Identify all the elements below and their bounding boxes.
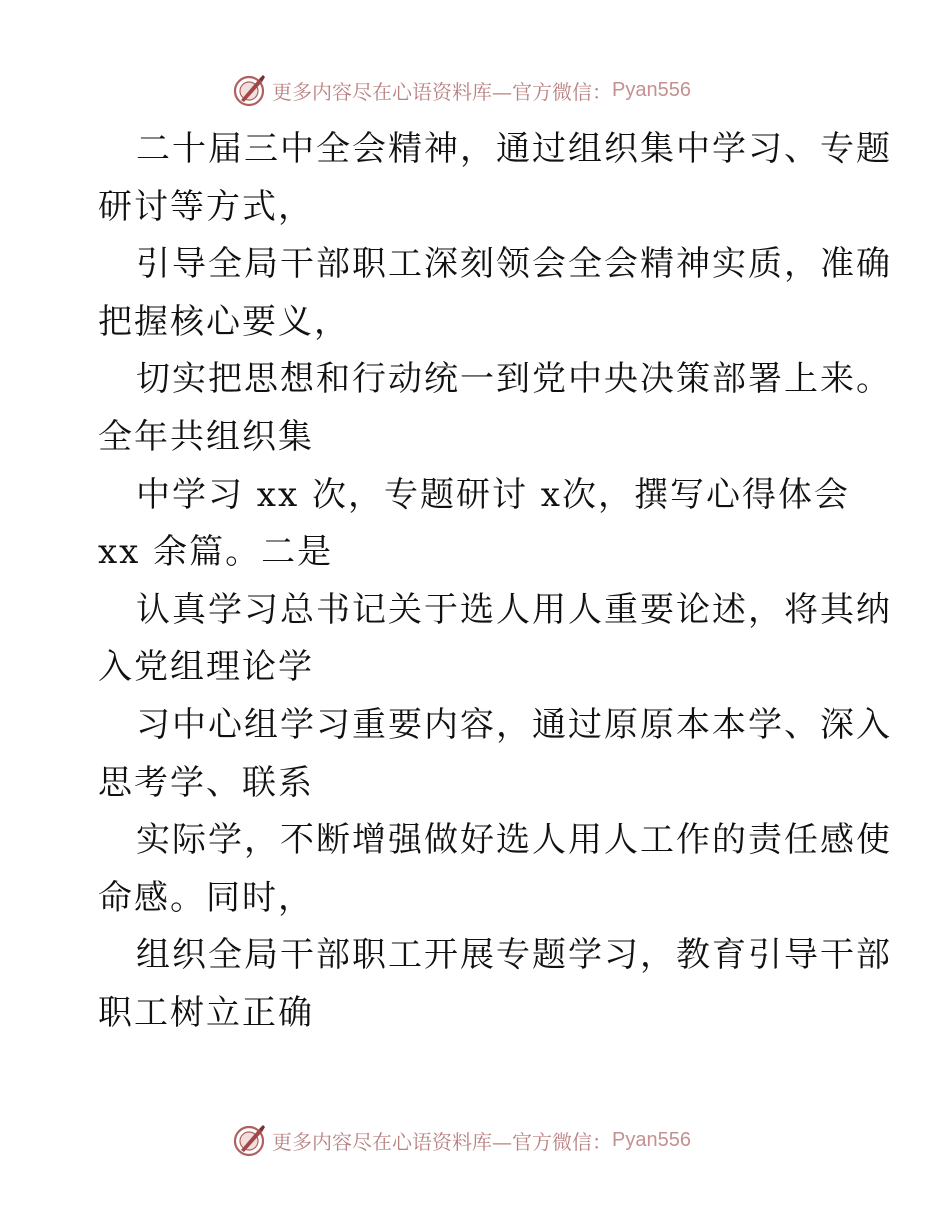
pen-logo-icon: [232, 1123, 266, 1157]
text-line: 思考学、联系: [98, 762, 314, 803]
watermark-wechat-id: Pyan556: [612, 78, 691, 101]
text-line: 认真学习总书记关于选人用人重要论述，将其纳: [136, 589, 892, 630]
text-line: xx 余篇。二是: [98, 532, 334, 573]
text-line: 实际学，不断增强做好选人用人工作的责任感使: [136, 820, 892, 861]
text-line: 研讨等方式，: [98, 186, 314, 227]
watermark-header: [232, 72, 691, 108]
text-line: 职工树立正确: [98, 992, 314, 1033]
text-line: 组织全局干部职工开展专题学习，教育引导干部: [136, 935, 892, 976]
text-line: 中学习 xx 次，专题研讨 x次，撰写心得体会: [136, 474, 850, 515]
watermark-text: 更多内容尽在心语资料库—官方微信：: [272, 79, 612, 104]
text-line: 习中心组学习重要内容，通过原原本本学、深入: [136, 704, 892, 745]
watermark-wechat-id: Pyan556: [612, 1128, 691, 1151]
text-line: 二十届三中全会精神，通过组织集中学习、专题: [136, 129, 892, 169]
text-line: 入党组理论学: [98, 647, 314, 688]
text-line: 切实把思想和行动统一到党中央决策部署上来。: [136, 359, 892, 400]
watermark-footer: [232, 1122, 691, 1158]
watermark-text: 更多内容尽在心语资料库—官方微信：: [272, 1129, 612, 1154]
pen-logo-icon: [232, 73, 266, 107]
document-body: [98, 121, 892, 1043]
text-line: 引导全局干部职工深刻领会全会精神实质，准确: [136, 244, 892, 285]
text-line: 把握核心要义，: [98, 301, 350, 342]
text-line: 命感。同时，: [98, 877, 314, 918]
text-line: 全年共组织集: [98, 416, 314, 457]
